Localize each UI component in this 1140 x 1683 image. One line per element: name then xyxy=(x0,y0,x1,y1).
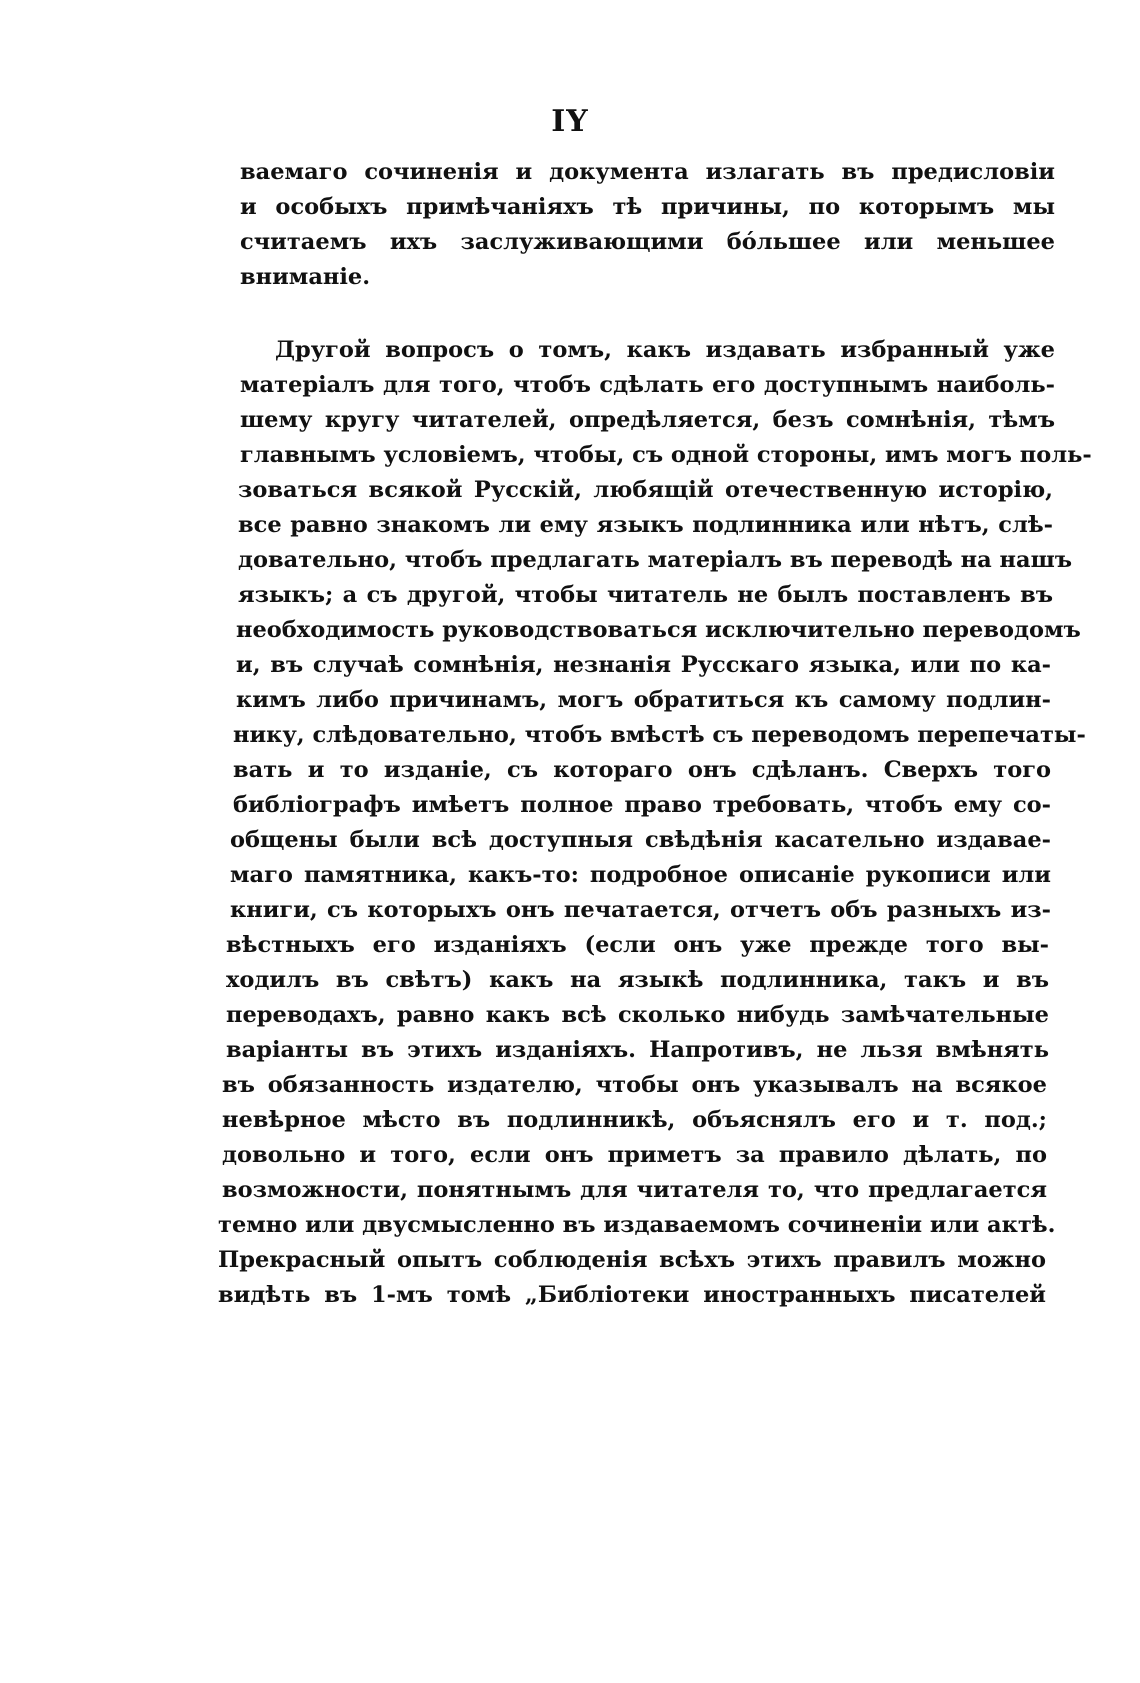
text-line: зоваться всякой Русскій, любящій отечественную исторію, xyxy=(238,477,1053,503)
text-line: маго памятника, какъ-то: подробное описаніе рукописи или xyxy=(230,862,1051,888)
text-line: нику, слѣдовательно, чтобъ вмѣстѣ съ переводомъ перепечаты- xyxy=(233,722,1086,748)
text-line: вниманіе. xyxy=(240,264,371,290)
text-line: вать и то изданіе, съ котораго онъ сдѣланъ. Сверхъ того xyxy=(233,757,1051,783)
text-line: возможности, понятнымъ для читателя то, что предлагается xyxy=(222,1177,1047,1203)
text-line: считаемъ ихъ заслуживающими бóльшее или меньшее xyxy=(240,229,1055,255)
text-line: шему кругу читателей, опредѣляется, безъ сомнѣнія, тѣмъ xyxy=(240,407,1055,433)
text-line: варіанты въ этихъ изданіяхъ. Напротивъ, не льзя вмѣнять xyxy=(226,1037,1049,1063)
text-line: матеріалъ для того, чтобъ сдѣлать его доступнымъ наиболь- xyxy=(240,372,1055,398)
text-line: необходимость руководствоваться исключительно переводомъ xyxy=(236,617,1081,643)
text-line: вѣстныхъ его изданіяхъ (если онъ уже прежде того вы- xyxy=(226,932,1049,958)
text-line: Прекрасный опытъ соблюденія всѣхъ этихъ правилъ можно xyxy=(218,1247,1046,1273)
text-line: ваемаго сочиненія и документа излагать въ предисловіи xyxy=(240,159,1055,185)
text-line: общены были всѣ доступныя свѣдѣнія касательно издавае- xyxy=(230,827,1051,853)
text-line: ходилъ въ свѣтъ) какъ на языкѣ подлинника, такъ и въ xyxy=(226,967,1049,993)
text-line: и особыхъ примѣчаніяхъ тѣ причины, по которымъ мы xyxy=(240,194,1055,220)
text-line: главнымъ условіемъ, чтобы, съ одной стороны, имъ могъ поль- xyxy=(240,442,1092,468)
text-line: переводахъ, равно какъ всѣ сколько нибудь замѣчательные xyxy=(226,1002,1049,1028)
page-number: IY xyxy=(551,104,589,139)
text-line: все равно знакомъ ли ему языкъ подлинника или нѣтъ, слѣ- xyxy=(238,512,1053,538)
text-line: библіографъ имѣетъ полное право требовать, чтобъ ему со- xyxy=(233,792,1051,818)
text-line: видѣть въ 1-мъ томѣ „Библіотеки иностранныхъ писателей xyxy=(218,1282,1046,1308)
text-line: невѣрное мѣсто въ подлинникѣ, объяснялъ его и т. под.; xyxy=(222,1107,1047,1133)
text-line: и, въ случаѣ сомнѣнія, незнанія Русскаго языка, или по ка- xyxy=(236,652,1051,678)
text-line: кимъ либо причинамъ, могъ обратиться къ самому подлин- xyxy=(236,687,1051,713)
text-line: книги, съ которыхъ онъ печатается, отчетъ объ разныхъ из- xyxy=(230,897,1051,923)
text-line: Другой вопросъ о томъ, какъ издавать избранный уже xyxy=(275,337,1055,363)
text-line: въ обязанность издателю, чтобы онъ указывалъ на всякое xyxy=(222,1072,1047,1098)
text-line: довательно, чтобъ предлагать матеріалъ въ переводѣ на нашъ xyxy=(238,547,1073,573)
text-line: темно или двусмысленно въ издаваемомъ сочиненіи или актѣ. xyxy=(218,1212,1056,1238)
text-line: довольно и того, если онъ приметъ за правило дѣлать, по xyxy=(222,1142,1047,1168)
text-line: языкъ; а съ другой, чтобы читатель не былъ поставленъ въ xyxy=(238,582,1053,608)
